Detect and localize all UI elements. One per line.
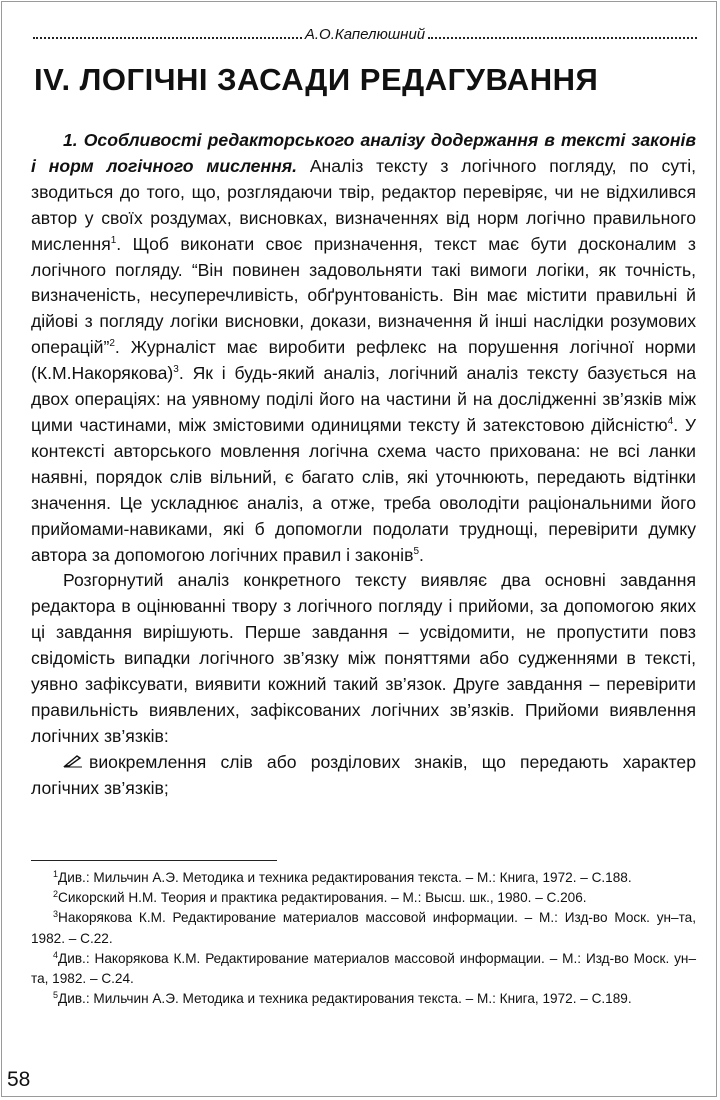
- bullet-item-text: виокремлення слів або розділових знаків, що передають характер логічних зв’язків;: [31, 751, 696, 798]
- footnote-number: 3: [53, 909, 59, 920]
- writing-hand-icon: [63, 750, 83, 776]
- leader-dots-right: [428, 37, 697, 39]
- running-head-author: А.О.Капелюшний: [304, 26, 426, 43]
- footnote-number: 4: [53, 949, 59, 960]
- footnote-ref-4[interactable]: 4: [667, 415, 674, 427]
- leader-dots-left: [33, 37, 302, 39]
- bullet-item-1: [31, 750, 696, 802]
- footnote-separator: [31, 860, 277, 861]
- footnote-ref-2[interactable]: 2: [109, 338, 115, 350]
- running-head: [30, 26, 700, 43]
- paragraph-1: 1. Особливості редакторського аналізу додержання в тексті законів і норм логічного мислення. Аналіз тексту з логічного погляду, по суті, зводиться до того, що, розглядаючи твір, редактор перевіряє, чи не відхилився автор у своїх роздумах, висновках, визначеннях від норм логічно правильного мислення$^1$. Щоб виконати своє призначення, текст має бути досконалим з логічного погляду. “Він повинен задовольняти такі вимоги логіки, як точність, визначеність, несуперечливість, обґрунтованість. Він має містити правильні й дійові з погляду логіки висновки, докази, визначення й інші наслідки розумових операцій”$^2$. Журналіст має виробити рефлекс на порушення логічної норми (К.М.Накорякова)$^3$. Як і будь-який аналіз, логічний аналіз тексту базується на двох операціях: на уявному поділі його на частини й на дослідженні зв’язків між цими частинами, між змістовими одиницями тексту й затекстовою дійсністю$^4$. У контексті авторського мовлення логічна схема часто прихована: не всі ланки наявні, порядок слів вільний, є багато слів, які уточнюють, передають відтінки значення. Це ускладнює аналіз, а отже, треба оволодіти раціональними його прийомами-навиками, які б допомогли подолати труднощі, перевірити думку автора за допомогою логічних правил і законів$^5$.: [31, 130, 696, 565]
- section-lead: 1. Особливості редакторського аналізу додержання в тексті законів і норм логічного мислення.: [31, 130, 696, 176]
- footnotes: [31, 868, 696, 1009]
- paragraph-2: Розгорнутий аналіз конкретного тексту виявляє два основні завдання редактора в оцінюванні твору з логічного погляду і прийоми, за допомогою яких ці завдання вирішують. Перше завдання – усвідомити, не пропустити повз свідомість випадки логічного зв’язку між поняттями або судженнями в тексті, уявно зафіксувати, виявити кожний такий зв’язок. Друге завдання – перевірити правильність виявлених, зафіксованих логічних зв’язків. Прийоми виявлення логічних зв’язків:: [31, 570, 696, 746]
- footnote-2: $^2$Сикорский Н.М. Теория и практика редактирования. – М.: Высш. шк., 1980. – С.206.: [53, 889, 587, 906]
- footnote-ref-3[interactable]: 3: [173, 364, 179, 376]
- page-number: 58: [7, 1068, 31, 1091]
- footnote-4: $^4$Див.: Накорякова К.М. Редактирование материалов массовой информации. – М.: Изд-во Моск. ун–та, 1982. – С.24.: [31, 949, 696, 987]
- footnote-3: $^3$Накорякова К.М. Редактирование материалов массовой информации. – М.: Изд-во Моск. ун–та, 1982. – С.22.: [31, 909, 696, 946]
- footnote-number: 2: [53, 889, 59, 900]
- footnote-ref-5[interactable]: 5: [413, 545, 419, 557]
- footnote-5: $^5$Див.: Мильчин А.Э. Методика и техника редактирования текста. – М.: Книга, 1972. – С.189.: [53, 990, 632, 1007]
- footnote-number: 5: [53, 990, 59, 1001]
- chapter-title: IV. ЛОГІЧНІ ЗАСАДИ РЕДАГУВАННЯ: [34, 62, 599, 97]
- footnote-ref-1[interactable]: 1: [110, 234, 117, 246]
- body-text: [31, 128, 696, 802]
- footnote-number: 1: [53, 869, 59, 879]
- footnote-1: $^1$Див.: Мильчин А.Э. Методика и техника редактирования текста. – М.: Книга, 1972. – С.188.: [53, 869, 632, 885]
